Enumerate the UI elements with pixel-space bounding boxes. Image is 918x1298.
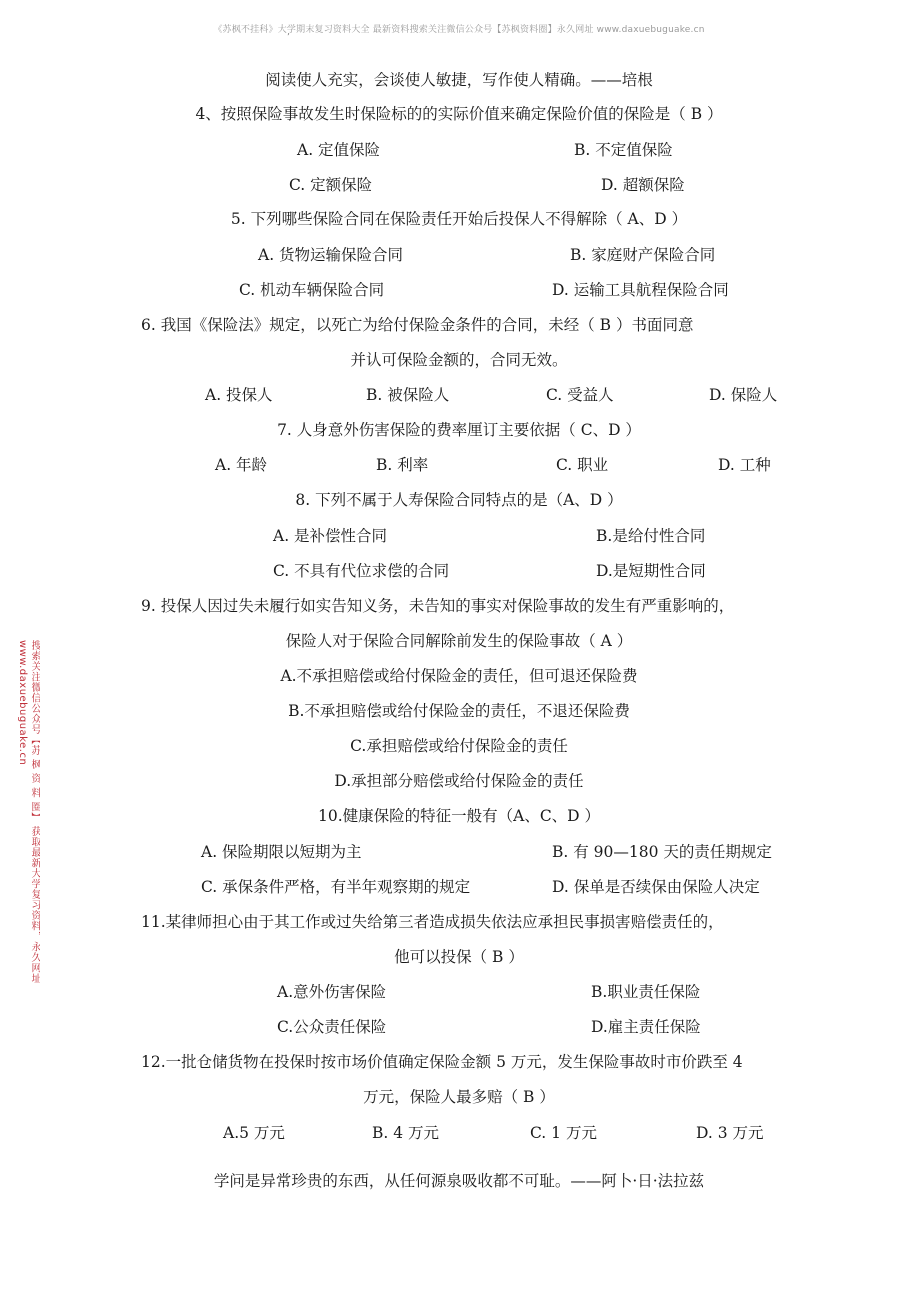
question-10-stem: 10.健康保险的特征一般有（A、C、D ）	[317, 807, 601, 825]
question-6-option-c: C. 受益人	[546, 386, 614, 404]
question-7-stem: 7. 人身意外伤害保险的费率厘订主要依据（ C、D ）	[277, 421, 641, 439]
question-11-option-d: D.雇主责任保险	[591, 1018, 701, 1036]
question-5-option-d: D. 运输工具航程保险合同	[552, 281, 729, 299]
question-8-option-c: C. 不具有代位求偿的合同	[273, 562, 450, 580]
question-6-stem-line-2: 并认可保险金额的，合同无效。	[350, 351, 568, 369]
question-7-option-a: A. 年龄	[215, 456, 268, 474]
question-8-option-a: A. 是补偿性合同	[273, 527, 388, 545]
header-mark: ’	[287, 33, 290, 43]
question-12-stem-line-2: 万元，保险人最多赔（ B ）	[363, 1088, 555, 1106]
question-4-option-d: D. 超额保险	[601, 176, 685, 194]
question-6-option-d: D. 保险人	[709, 386, 778, 404]
side-watermark: 搜索关注微信公众号【苏 枫 资 料 圈】 获取最新大学复习资料，永久网址 www.daxuebuguake.cn	[17, 640, 40, 984]
question-8-option-b: B.是给付性合同	[596, 527, 706, 545]
question-11-option-c: C.公众责任保险	[277, 1018, 387, 1036]
question-11-stem-line-1: 11.某律师担心由于其工作或过失给第三者造成损失依法应承担民事损害赔偿责任的，	[141, 913, 724, 931]
question-7-option-d: D. 工种	[718, 456, 771, 474]
quote-bottom: 学问是异常珍贵的东西，从任何源泉吸收都不可耻。——阿卜·日·法拉兹	[213, 1172, 705, 1190]
question-12-stem-line-1: 12.一批仓储货物在投保时按市场价值确定保险金额 5 万元，发生保险事故时市价跌至 4	[141, 1053, 743, 1071]
question-6-option-b: B. 被保险人	[366, 386, 450, 404]
quote-top: 阅读使人充实，会谈使人敏捷，写作使人精确。——培根	[265, 71, 653, 89]
question-5-option-c: C. 机动车辆保险合同	[239, 281, 385, 299]
question-8-option-d: D.是短期性合同	[596, 562, 706, 580]
question-4-option-a: A. 定值保险	[297, 141, 381, 159]
question-11-option-a: A.意外伤害保险	[277, 983, 387, 1001]
question-5-stem: 5. 下列哪些保险合同在保险责任开始后投保人不得解除（ A、D ）	[230, 210, 688, 228]
question-9-option-a: A.不承担赔偿或给付保险金的责任，但可退还保险费	[280, 667, 638, 685]
question-9-stem-line-2: 保险人对于保险合同解除前发生的保险事故（ A ）	[285, 632, 633, 650]
question-4-option-c: C. 定额保险	[289, 176, 373, 194]
question-4-stem: 4、按照保险事故发生时保险标的的实际价值来确定保险价值的保险是（ B ）	[195, 105, 723, 123]
question-7-option-b: B. 利率	[376, 456, 429, 474]
question-9-option-b: B.不承担赔偿或给付保险金的责任，不退还保险费	[288, 702, 630, 720]
question-4-option-b: B. 不定值保险	[574, 141, 673, 159]
question-11-option-b: B.职业责任保险	[591, 983, 701, 1001]
question-5-option-b: B. 家庭财产保险合同	[570, 246, 716, 264]
page-header-watermark: 《苏枫不挂科》大学期末复习资料大全 最新资料搜索关注微信公众号【苏枫资料圈】永久网址 www.daxuebuguake.cn	[213, 25, 705, 35]
question-10-option-a: A. 保险期限以短期为主	[201, 843, 362, 861]
question-9-option-c: C.承担赔偿或给付保险金的责任	[350, 737, 568, 755]
question-7-option-c: C. 职业	[556, 456, 609, 474]
question-8-stem: 8. 下列不属于人寿保险合同特点的是（A、D ）	[295, 491, 623, 509]
question-12-option-a: A.5 万元	[223, 1124, 285, 1142]
question-10-option-d: D. 保单是否续保由保险人决定	[552, 878, 760, 896]
question-12-option-b: B. 4 万元	[372, 1124, 440, 1142]
question-11-stem-line-2: 他可以投保（ B ）	[394, 948, 524, 966]
question-10-option-b: B. 有 90—180 天的责任期规定	[552, 843, 772, 861]
question-10-option-c: C. 承保条件严格，有半年观察期的规定	[201, 878, 471, 896]
question-6-option-a: A. 投保人	[205, 386, 273, 404]
question-5-option-a: A. 货物运输保险合同	[258, 246, 404, 264]
question-12-option-c: C. 1 万元	[530, 1124, 597, 1142]
question-9-stem-line-1: 9. 投保人因过失未履行如实告知义务，未告知的事实对保险事故的发生有严重影响的，	[141, 597, 735, 615]
question-12-option-d: D. 3 万元	[696, 1124, 764, 1142]
question-9-option-d: D.承担部分赔偿或给付保险金的责任	[334, 772, 584, 790]
question-6-stem-line-1: 6. 我国《保险法》规定，以死亡为给付保险金条件的合同，未经（ B ）书面同意	[141, 316, 694, 334]
